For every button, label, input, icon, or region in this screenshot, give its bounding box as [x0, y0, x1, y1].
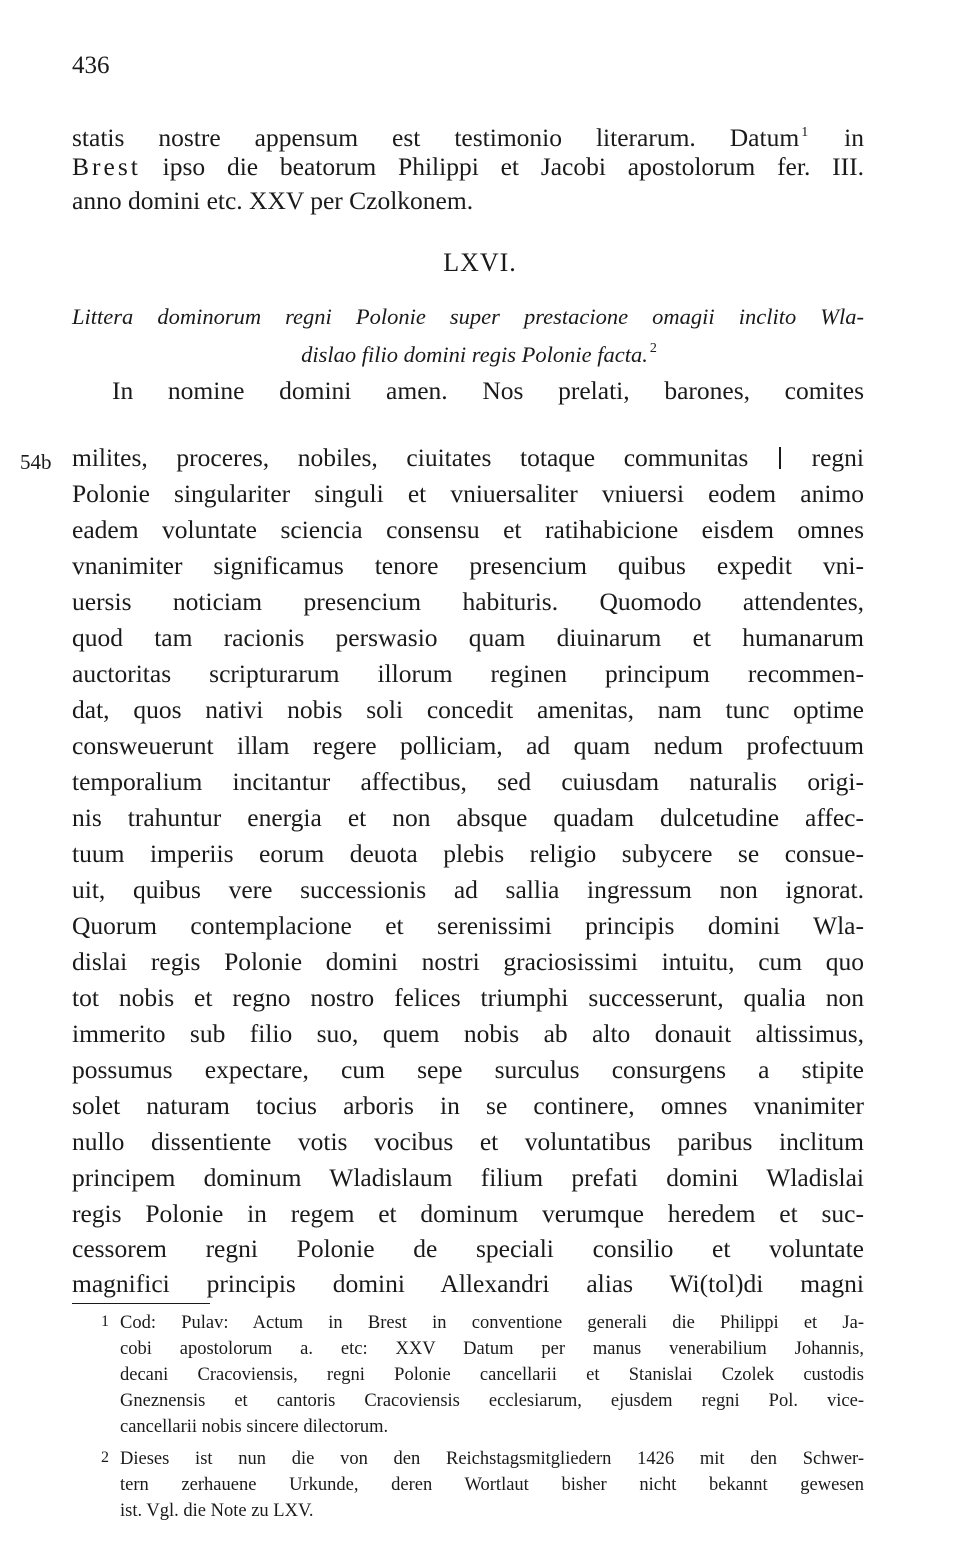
body-line: Quorum contemplacione et serenissimi principis domini Wla-: [72, 911, 864, 940]
footnote-number: 1: [101, 1313, 109, 1330]
body-line: cessorem regni Polonie de speciali consilio et voluntate: [72, 1234, 864, 1263]
body-line: regis Polonie in regem et dominum verumque heredem et suc-: [72, 1199, 864, 1228]
body-line: nullo dissentiente votis vocibus et voluntatibus paribus inclitum: [72, 1127, 864, 1156]
body-line: auctoritas scripturarum illorum reginen principum recommen-: [72, 659, 864, 688]
intro-line-1: statis nostre appensum est testimonio literarum. Datum $^1$ in: [72, 123, 864, 152]
body-line: quod tam racionis perswasio quam diuinarum et humanarum: [72, 623, 864, 652]
body-line: dat, quos nativi nobis soli concedit amenitas, nam tunc optime: [72, 695, 864, 724]
footnote-ref-1: 1: [801, 125, 809, 140]
body-line: milites, proceres, nobiles, ciuitates totaque communitas regni: [72, 443, 865, 472]
footnote-divider: [72, 1303, 210, 1304]
body-line: uit, quibus vere successionis ad sallia ingressum non ignorat.: [72, 875, 864, 904]
body-line: temporalium incitantur affectibus, sed cuiusdam naturalis origi-: [72, 767, 864, 796]
body-line: Polonie singulariter singuli et vniuersaliter vniuersi eodem animo: [72, 479, 864, 508]
footnote-line: Dieses ist nun die von den Reichstagsmitgliedern 1426 mit den Schwer-: [120, 1449, 864, 1469]
body-line: uersis noticiam presencium habituris. Quomodo attendentes,: [72, 587, 864, 616]
intro-line-2: Brest ipso die beatorum Philippi et Jacobi apostolorum fer. III.: [72, 152, 864, 181]
body-line: immerito sub filio suo, quem nobis ab alto donauit altissimus,: [72, 1019, 864, 1048]
footnote-line: Gneznensis et cantoris Cracoviensis ecclesiarum, ejusdem regni Pol. vice-: [120, 1391, 864, 1411]
page-number: 436: [72, 52, 110, 79]
folio-break-mark: [779, 447, 781, 469]
footnote-line: tern zerhauene Urkunde, deren Wortlaut bisher nicht bekannt gewesen: [120, 1475, 864, 1495]
body-line: eadem voluntate sciencia consensu et ratihabicione eisdem omnes: [72, 515, 864, 544]
body-line: principem dominum Wladislaum filium prefati domini Wladislai: [72, 1163, 864, 1192]
margin-folio-note: 54b: [20, 450, 52, 474]
body-line: solet naturam tocius arboris in se continere, omnes vnanimiter: [72, 1091, 864, 1120]
footnote-ref-2: 2: [649, 341, 657, 356]
body-line: vnanimiter significamus tenore presencium quibus expedit vni-: [72, 551, 864, 580]
footnote-line: decani Cracoviensis, regni Polonie cancellarii et Stanislai Czolek custodis: [120, 1365, 864, 1385]
body-line: tuum imperiis eorum deuota plebis religio subycere se consue-: [72, 839, 864, 868]
footnote-line: cancellarii nobis sincere dilectorum.: [120, 1417, 389, 1437]
intro-line-3: anno domini etc. XXV per Czolkonem.: [72, 186, 474, 215]
document-title-line-1: Littera dominorum regni Polonie super prestacione omagii inclito Wla-: [72, 304, 864, 329]
body-line: possumus expectare, cum sepe surculus consurgens a stipite: [72, 1055, 864, 1084]
body-line: nis trahuntur energia et non absque quadam dulcetudine affec-: [72, 803, 864, 832]
footnote-line: Cod: Pulav: Actum in Brest in conventione generali die Philippi et Ja-: [120, 1313, 864, 1333]
footnote-line: ist. Vgl. die Note zu LXV.: [120, 1501, 314, 1521]
body-line: dislai regis Polonie domini nostri graciosissimi intuitu, cum quo: [72, 947, 864, 976]
body-line: tot nobis et regno nostro felices triumphi successerunt, qualia non: [72, 983, 864, 1012]
body-line: magnifici principis domini Allexandri alias Wi(tol)di magni: [72, 1269, 864, 1298]
footnote-line: cobi apostolorum a. etc: XXV Datum per manus venerabilium Johannis,: [120, 1339, 864, 1359]
document-title-line-2: dislao filio domini regis Polonie facta. $^2$: [301, 341, 657, 367]
body-line: consweuerunt illam regere polliciam, ad quam nedum profectuum: [72, 731, 864, 760]
footnote-number: 2: [101, 1449, 109, 1466]
body-line: In nomine domini amen. Nos prelati, barones, comites: [112, 376, 864, 405]
section-number: LXVI.: [443, 248, 517, 277]
